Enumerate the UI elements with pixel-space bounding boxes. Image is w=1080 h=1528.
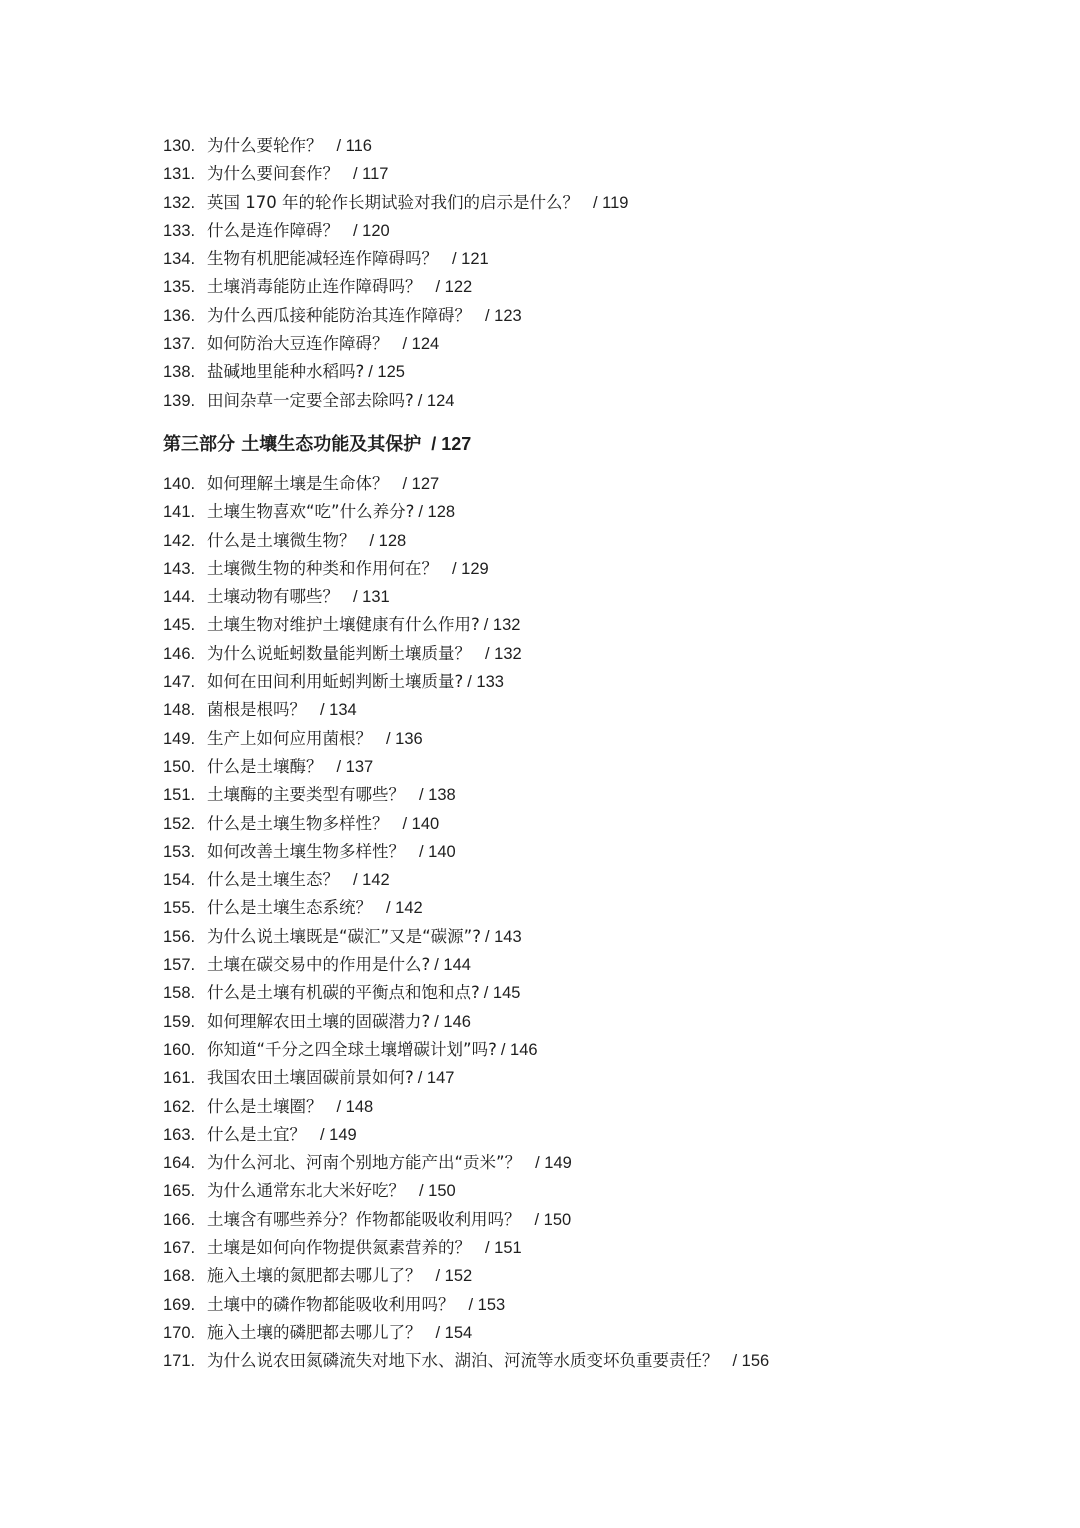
entry-number: 137. (163, 335, 196, 354)
toc-entry (163, 1121, 1043, 1149)
toc-entry (163, 725, 1043, 753)
toc-entry (163, 894, 1043, 922)
toc-entry (163, 217, 1043, 245)
entry-number: 170. (163, 1323, 196, 1342)
entry-title: 为什么说土壤既是“碳汇”又是“碳源”? (207, 926, 481, 946)
entry-page-ref: / 138 (419, 786, 456, 805)
toc-list-part-three (163, 470, 1043, 1376)
entry-title: 什么是土宜？ (207, 1124, 306, 1144)
entry-title: 如何理解土壤是生命体？ (207, 473, 389, 493)
toc-entry (163, 358, 1043, 386)
section-heading (163, 429, 1043, 459)
entry-title: 土壤动物有哪些？ (207, 587, 339, 607)
entry-number: 136. (163, 306, 196, 325)
toc-entry (163, 387, 1043, 415)
entry-title: 田间杂草一定要全部去除吗? (207, 390, 414, 410)
entry-page-ref: / 117 (353, 165, 389, 184)
entry-page-ref: / 143 (484, 927, 522, 946)
entry-title: 为什么说农田氮磷流失对地下水、湖泊、河流等水质变坏负重要责任？ (207, 1351, 719, 1371)
entry-title: 你知道“千分之四全球土壤增碳计划”吗? (207, 1039, 497, 1059)
entry-title: 什么是土壤有机碳的平衡点和饱和点? (207, 983, 480, 1003)
toc-entry (163, 1262, 1043, 1290)
entry-number: 153. (163, 842, 196, 861)
entry-title: 如何防治大豆连作障碍？ (207, 334, 389, 354)
entry-page-ref: / 127 (402, 474, 440, 493)
section-title: 第三部分 土壤生态功能及其保护 (163, 433, 422, 455)
toc-entry (163, 951, 1043, 979)
entry-number: 166. (163, 1210, 196, 1229)
entry-page-ref: / 152 (435, 1267, 473, 1286)
entry-title: 如何理解农田土壤的固碳潜力? (207, 1011, 431, 1031)
entry-title: 如何改善土壤生物多样性？ (207, 841, 405, 861)
entry-page-ref: / 140 (419, 842, 456, 861)
entry-page-ref: / 120 (353, 221, 390, 240)
entry-number: 132. (163, 193, 196, 212)
entry-number: 141. (163, 503, 196, 522)
entry-number: 157. (163, 956, 196, 975)
entry-title: 土壤酶的主要类型有哪些？ (207, 785, 405, 805)
toc-entry (163, 1064, 1043, 1092)
toc-entry (163, 245, 1043, 273)
entry-page-ref: / 146 (434, 1012, 471, 1031)
entry-number: 158. (163, 984, 196, 1003)
entry-title: 生产上如何应用菌根？ (207, 728, 372, 748)
entry-page-ref: / 140 (402, 814, 440, 833)
entry-title: 盐碱地里能种水稻吗? (207, 362, 365, 382)
entry-page-ref: / 154 (435, 1323, 473, 1342)
toc-entry (163, 527, 1043, 555)
entry-page-ref: / 128 (418, 503, 456, 522)
toc-entry (163, 923, 1043, 951)
entry-page-ref: / 132 (483, 616, 521, 635)
toc-entry (163, 1036, 1043, 1064)
toc-entry (163, 1149, 1043, 1177)
toc-entry (163, 979, 1043, 1007)
entry-number: 163. (163, 1125, 196, 1144)
entry-page-ref: / 149 (320, 1125, 357, 1144)
entry-title: 菌根是根吗？ (207, 700, 306, 720)
entry-number: 138. (163, 363, 196, 382)
entry-page-ref: / 119 (592, 193, 629, 212)
entry-title: 土壤消毒能防止连作障碍吗？ (207, 277, 422, 297)
entry-title: 土壤生物对维护土壤健康有什么作用? (207, 615, 480, 635)
entry-page-ref: / 146 (500, 1040, 538, 1059)
entry-page-ref: / 136 (386, 729, 423, 748)
entry-page-ref: / 149 (535, 1154, 572, 1173)
toc-entry (163, 583, 1043, 611)
entry-number: 139. (163, 391, 196, 410)
entry-page-ref: / 131 (353, 588, 390, 607)
entry-title: 什么是土壤生态？ (207, 870, 339, 890)
entry-number: 171. (163, 1352, 196, 1371)
entry-title: 什么是连作障碍？ (207, 220, 339, 240)
toc-entry (163, 498, 1043, 526)
toc-entry (163, 1177, 1043, 1205)
entry-number: 169. (163, 1295, 196, 1314)
entry-page-ref: / 156 (732, 1352, 770, 1371)
entry-number: 146. (163, 644, 196, 663)
entry-title: 生物有机肥能减轻连作障碍吗？ (207, 249, 438, 269)
entry-number: 165. (163, 1182, 196, 1201)
toc-entry (163, 302, 1043, 330)
toc-entry (163, 753, 1043, 781)
entry-page-ref: / 125 (368, 363, 405, 382)
toc-entry (163, 160, 1043, 188)
entry-page-ref: / 134 (320, 701, 357, 720)
entry-number: 167. (163, 1238, 196, 1257)
entry-number: 135. (163, 278, 196, 297)
entry-title: 为什么河北、河南个别地方能产出“贡米”？ (207, 1153, 522, 1173)
entry-page-ref: / 129 (452, 559, 489, 578)
entry-title: 为什么西瓜接种能防治其连作障碍？ (207, 305, 471, 325)
toc-entry (163, 1206, 1043, 1234)
entry-title: 什么是土壤微生物？ (207, 530, 356, 550)
toc-entry (163, 696, 1043, 724)
entry-title: 土壤含有哪些养分？作物都能吸收利用吗？ (207, 1209, 521, 1229)
entry-number: 130. (163, 137, 196, 155)
entry-title: 为什么要间套作？ (207, 164, 339, 184)
entry-title: 什么是土壤圈？ (207, 1096, 323, 1116)
entry-title: 我国农田土壤固碳前景如何? (207, 1068, 414, 1088)
toc-entry (163, 132, 1043, 160)
entry-title: 如何在田间利用蚯蚓判断土壤质量? (207, 672, 464, 692)
entry-number: 162. (163, 1097, 196, 1116)
toc-entry (163, 273, 1043, 301)
entry-number: 160. (163, 1040, 196, 1059)
toc-entry (163, 1008, 1043, 1036)
entry-number: 164. (163, 1154, 196, 1173)
toc-entry (163, 189, 1043, 217)
entry-page-ref: / 124 (402, 335, 440, 354)
entry-page-ref: / 147 (417, 1069, 455, 1088)
toc-entry (163, 611, 1043, 639)
entry-page-ref: / 150 (419, 1182, 456, 1201)
entry-number: 131. (163, 165, 196, 184)
entry-title: 什么是土壤生态系统？ (207, 898, 372, 918)
toc-list-part-two (163, 132, 1043, 415)
toc-entry (163, 470, 1043, 498)
toc-entry (163, 1291, 1043, 1319)
entry-page-ref: / 153 (468, 1295, 506, 1314)
entry-title: 土壤微生物的种类和作用何在？ (207, 558, 438, 578)
entry-title: 土壤中的磷作物都能吸收利用吗？ (207, 1294, 455, 1314)
entry-page-ref: / 148 (336, 1097, 374, 1116)
entry-title: 为什么说蚯蚓数量能判断土壤质量？ (207, 643, 471, 663)
entry-number: 144. (163, 588, 196, 607)
toc-entry (163, 1093, 1043, 1121)
toc-entry (163, 838, 1043, 866)
entry-page-ref: / 144 (434, 956, 471, 975)
entry-number: 161. (163, 1069, 196, 1088)
entry-number: 142. (163, 531, 196, 550)
toc-entry (163, 1347, 1043, 1375)
entry-number: 143. (163, 559, 196, 578)
entry-page-ref: / 132 (485, 644, 522, 663)
toc-entry (163, 668, 1043, 696)
entry-page-ref: / 137 (336, 757, 374, 776)
entry-page-ref: / 128 (369, 531, 407, 550)
toc-entry (163, 330, 1043, 358)
toc-entry (163, 1319, 1043, 1347)
entry-number: 151. (163, 786, 196, 805)
entry-number: 149. (163, 729, 196, 748)
entry-number: 145. (163, 616, 196, 635)
entry-page-ref: / 133 (467, 673, 504, 692)
entry-title: 施入土壤的氮肥都去哪儿了？ (207, 1266, 422, 1286)
entry-page-ref: / 116 (336, 137, 372, 155)
entry-title: 土壤是如何向作物提供氮素营养的？ (207, 1237, 471, 1257)
entry-number: 154. (163, 871, 196, 890)
entry-number: 159. (163, 1012, 196, 1031)
entry-number: 156. (163, 927, 196, 946)
entry-number: 147. (163, 673, 196, 692)
entry-title: 为什么要轮作？ (207, 136, 323, 155)
entry-title: 英国 170 年的轮作长期试验对我们的启示是什么？ (207, 192, 579, 212)
toc-entry (163, 640, 1043, 668)
entry-title: 土壤生物喜欢“吃”什么养分? (207, 502, 415, 522)
toc-entry (163, 1234, 1043, 1262)
table-of-contents (163, 132, 1043, 1375)
entry-page-ref: / 150 (534, 1210, 572, 1229)
entry-number: 140. (163, 474, 196, 493)
section-page-ref: / 127 (431, 433, 472, 454)
entry-page-ref: / 145 (483, 984, 521, 1003)
entry-title: 为什么通常东北大米好吃？ (207, 1181, 405, 1201)
entry-page-ref: / 122 (435, 278, 473, 297)
entry-number: 148. (163, 701, 196, 720)
toc-entry (163, 781, 1043, 809)
entry-number: 133. (163, 221, 196, 240)
entry-page-ref: / 142 (353, 871, 390, 890)
entry-title: 施入土壤的磷肥都去哪儿了？ (207, 1322, 422, 1342)
entry-page-ref: / 151 (485, 1238, 522, 1257)
toc-entry (163, 866, 1043, 894)
entry-number: 150. (163, 757, 196, 776)
toc-entry (163, 555, 1043, 583)
entry-page-ref: / 123 (485, 306, 522, 325)
entry-page-ref: / 121 (452, 250, 489, 269)
entry-page-ref: / 124 (417, 391, 455, 410)
entry-number: 152. (163, 814, 196, 833)
entry-page-ref: / 142 (386, 899, 423, 918)
entry-title: 土壤在碳交易中的作用是什么? (207, 955, 431, 975)
toc-entry (163, 810, 1043, 838)
entry-number: 155. (163, 899, 196, 918)
entry-title: 什么是土壤酶？ (207, 756, 323, 776)
entry-number: 134. (163, 250, 196, 269)
entry-title: 什么是土壤生物多样性？ (207, 813, 389, 833)
entry-number: 168. (163, 1267, 196, 1286)
